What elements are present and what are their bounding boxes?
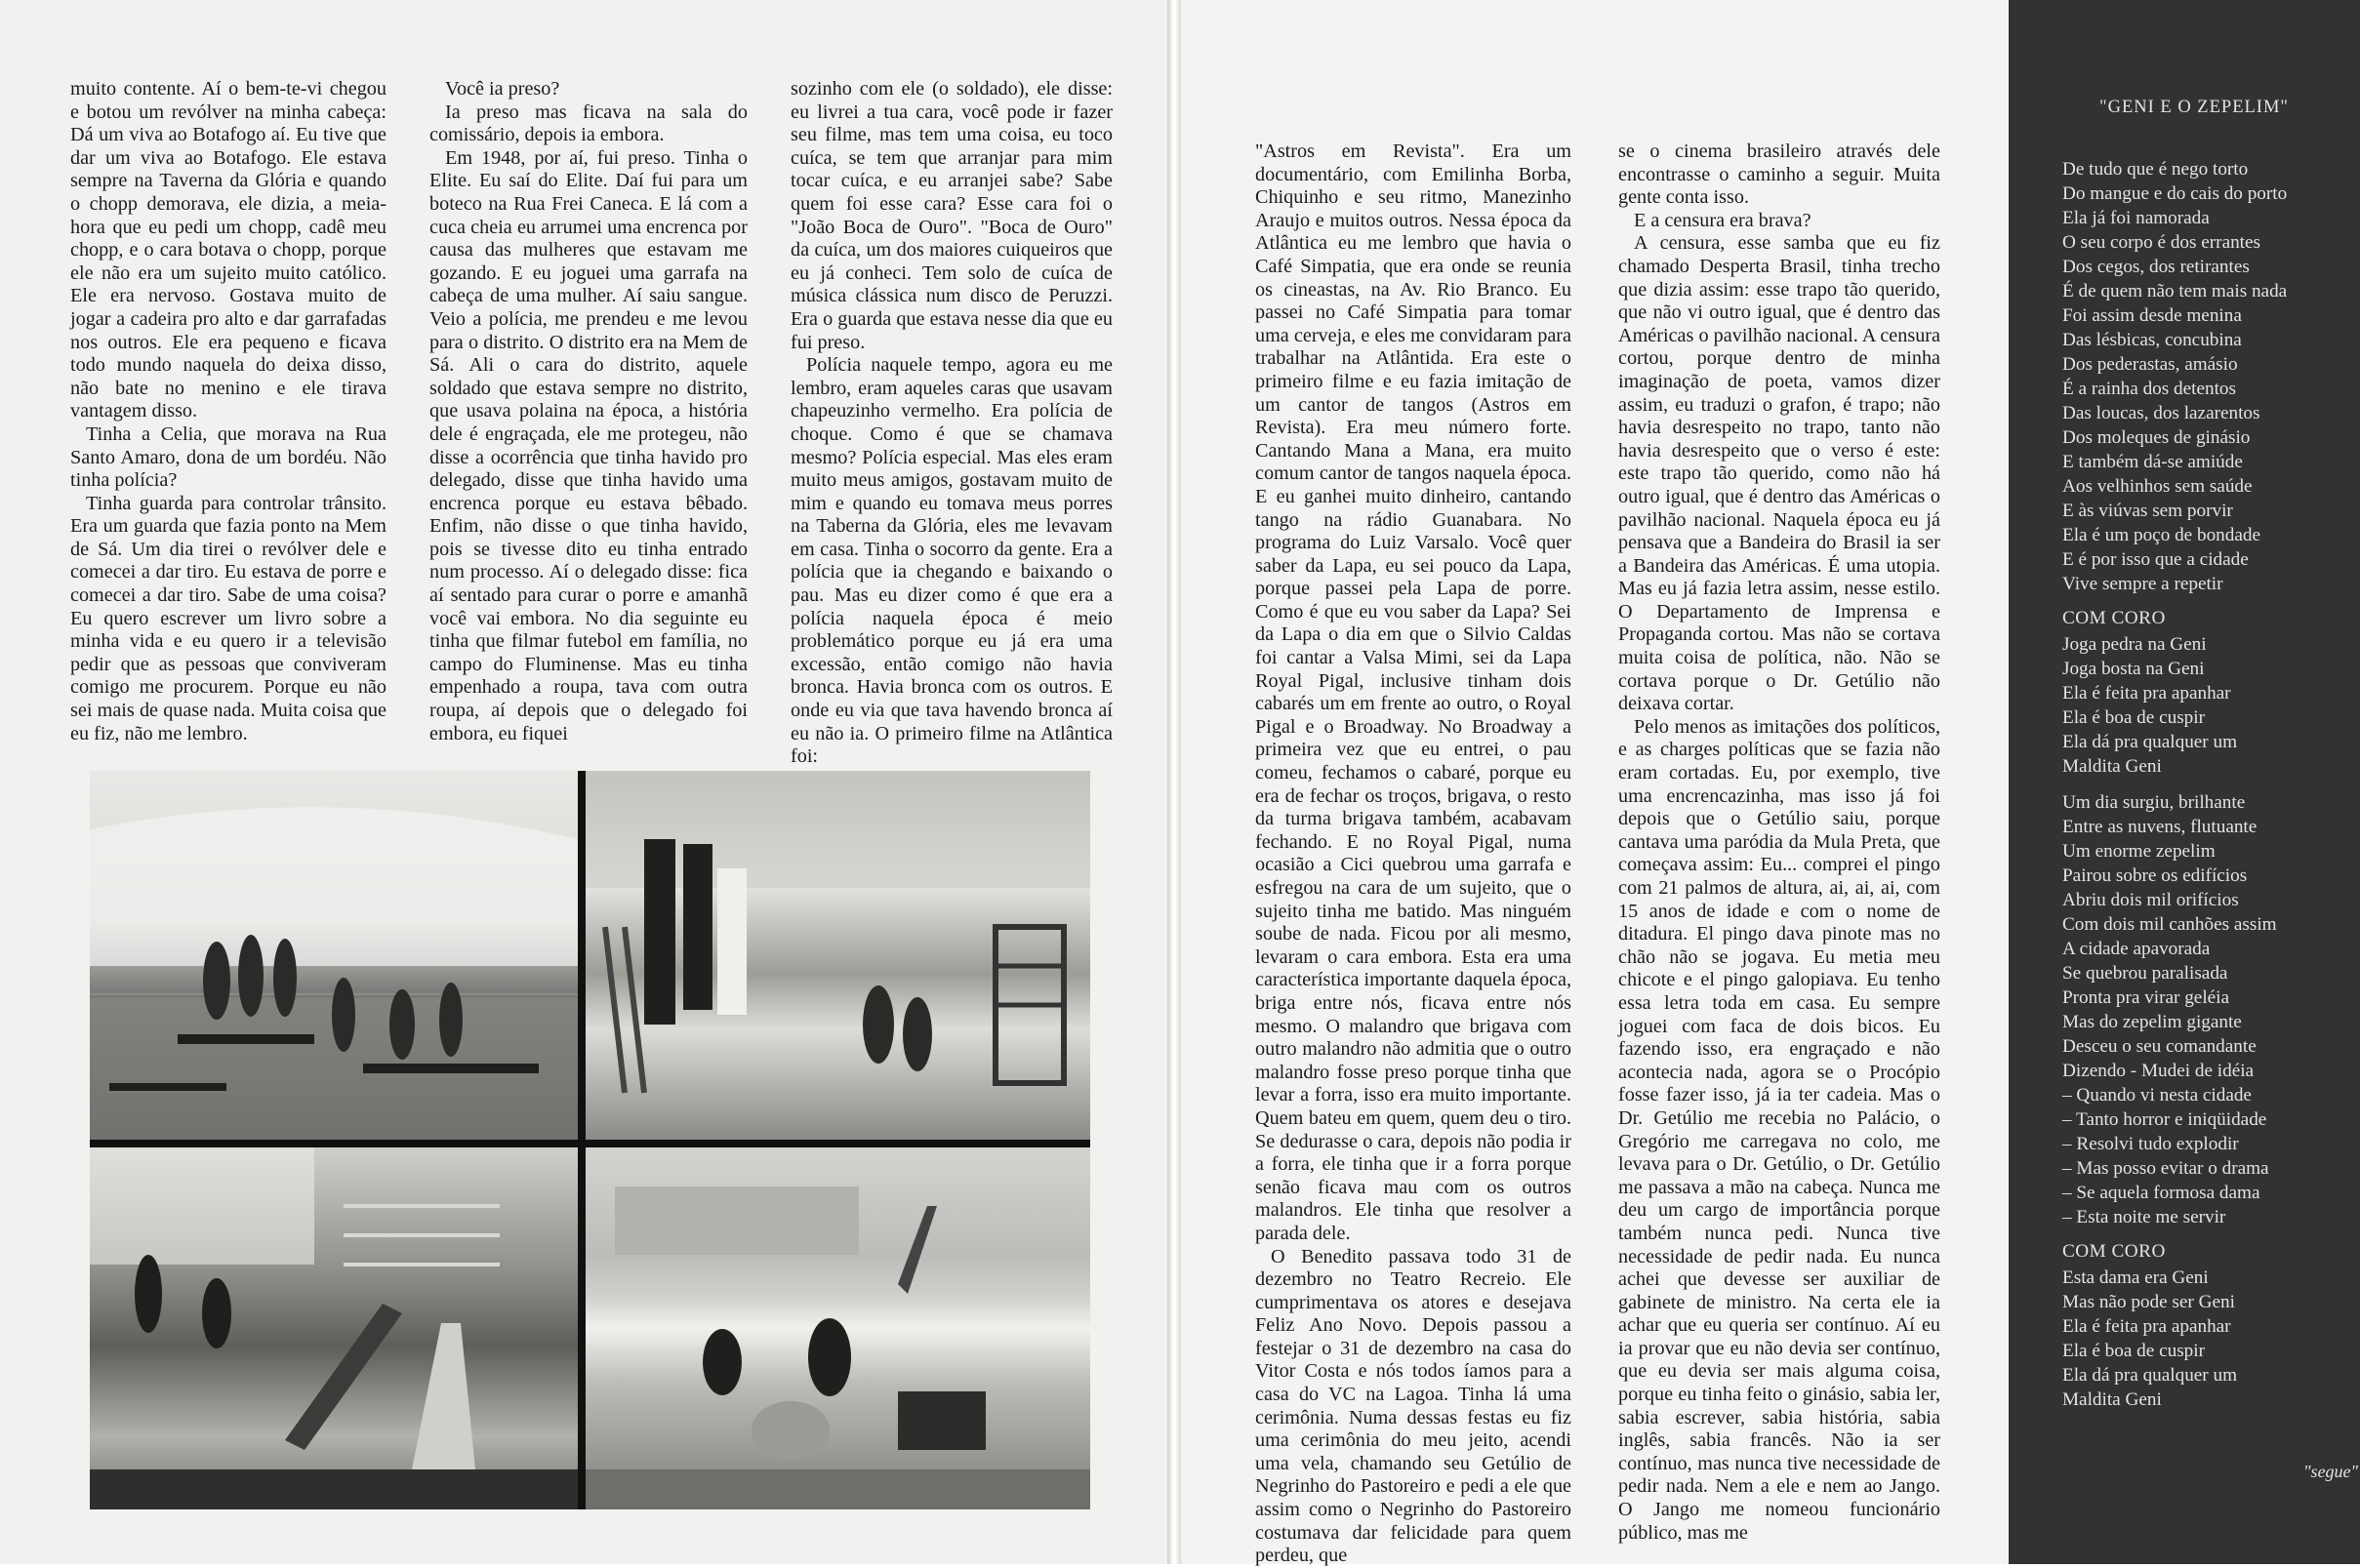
lyric-line: É a rainha dos detentos xyxy=(2062,379,2236,399)
lyric-line: Dos moleques de ginásio xyxy=(2062,427,2251,448)
paragraph: muito contente. Aí o bem-te-vi chegou e botou um revólver na minha cabeça: Dá um viva ao Botafogo aí. Eu tive que dar um viva ao Botafogo. Ele estava sempre na Taverna da Glória e quando o chopp demorava, ele dizia, a meia-hora que eu pedi um chopp, cadê meu chopp, e o cara botava o chopp, porque ele não era um sujeito muito católico. Ele era nervoso. Gostava muito de jogar a cadeira pro alto e dar garrafadas nos outros. Ele era pequeno e ficava todo mundo naquela do deixa disso, não bate no menino e ele tirava vantagem disso. xyxy=(70,78,387,422)
lyric-line: Ela é boa de cuspir xyxy=(2062,1341,2205,1361)
left-column-1 xyxy=(70,78,387,742)
paragraph: Tinha a Celia, que morava na Rua Santo Amaro, dona de um bordéu. Não tinha polícia? xyxy=(70,422,387,492)
lyric-line: Ela é feita pra apanhar xyxy=(2062,1316,2231,1337)
stage-photo xyxy=(90,771,578,1140)
stage-photo xyxy=(586,771,1090,1140)
lyric-line: Mas do zepelim gigante xyxy=(2062,1012,2242,1032)
lyric-line: Dos pederastas, amásio xyxy=(2062,354,2238,375)
right-column-2 xyxy=(1618,141,1940,1544)
lyric-line: Maldita Geni xyxy=(2062,756,2162,777)
lyric-line: Joga bosta na Geni xyxy=(2062,659,2205,679)
right-page xyxy=(1181,0,2009,1567)
lyric-line: Mas não pode ser Geni xyxy=(2062,1292,2235,1312)
continues-note: "segue" xyxy=(2303,1462,2359,1481)
lyric-line: É de quem não tem mais nada xyxy=(2062,281,2288,302)
left-page xyxy=(0,0,1167,1564)
paragraph: Em 1948, por aí, fui preso. Tinha o Elite. Eu saí do Elite. Daí fui para um boteco na Rua Frei Caneca. E lá com a cuca cheia eu arrumei uma encrenca por causa das mulheres que estavam me gozando. E eu joguei uma garrafa na cabeça de uma mulher. Aí saiu sangue. Veio a polícia, me prendeu e me levou para o distrito. O distrito era na Mem de Sá. Ali o cara do distrito, aquele soldado que estava sempre no distrito, que usava polaina na época, a história dele é engraçada, ele me protegeu, não disse a ocorrência que tinha havido pro delegado, disse que tinha havido uma encrenca porque eu estava bêbado. Enfim, não disse o que tinha havido, pois se tivesse dito eu tinha entrado num processo. Aí o delegado disse: fica aí sentado para curar o porre e amanhã você vai embora. No dia seguinte eu tinha que filmar futebol em família, no campo do Fluminense. Mas eu tinha empenhado a roupa, tava com outra roupa, aí depois que o delegado foi embora, eu fiquei xyxy=(429,146,748,744)
left-column-2 xyxy=(429,78,748,742)
lyric-line: Dizendo - Mudei de idéia xyxy=(2062,1061,2255,1081)
lyric-line: Ela já foi namorada xyxy=(2062,208,2210,228)
paragraph: Tinha guarda para controlar trânsito. Era um guarda que fazia ponto na Mem de Sá. Um dia tirei o revólver dele e comecei a dar tiro. Eu estava de porre e comecei a dar tiro. Sabe de uma coisa? Eu quero escrever um livro sobre a minha vida e eu quero ir a televisão pedir que as pessoas que conviveram comigo me procurem. Porque eu não sei mais de quase nada. Muita coisa que eu fiz, não me lembro. xyxy=(70,492,387,744)
lyric-line: E às viúvas sem porvir xyxy=(2062,501,2233,521)
lyric-line: Maldita Geni xyxy=(2062,1389,2162,1410)
lyric-line: Joga pedra na Geni xyxy=(2062,634,2207,655)
lyric-line: – Mas posso evitar o drama xyxy=(2062,1158,2269,1179)
lyric-line: – Resolvi tudo explodir xyxy=(2062,1134,2239,1154)
lyric-line: Um dia surgiu, brilhante xyxy=(2062,792,2246,813)
paragraph: O Benedito passava todo 31 de dezembro no Teatro Recreio. Ele cumprimentava os atores e desejava Feliz Ano Novo. Depois passou a festejar o 31 de dezembro na casa do Vitor Costa e nós todos íamos para a casa do VC na Lagoa. Tinha lá uma cerimônia. Numa dessas festas eu fiz uma cerimônia do meu jeito, acendi uma vela, chamando seu Getúlio de Negrinho do Pastoreiro e pedi a ele que assim como o Negrinho do Pastoreiro costumava dar felicidade para quem perdeu, que xyxy=(1255,1245,1571,1567)
lyric-line: Abriu dois mil orifícios xyxy=(2062,890,2239,910)
lyric-line: Esta dama era Geni xyxy=(2062,1267,2209,1288)
lyric-line: Ela dá pra qualquer um xyxy=(2062,732,2238,752)
paragraph: Ia preso mas ficava na sala do comissário, depois ia embora. xyxy=(429,101,748,146)
chorus-label: COM CORO xyxy=(2062,608,2166,628)
lyric-line: Um enorme zepelim xyxy=(2062,841,2216,862)
lyric-line: – Se aquela formosa dama xyxy=(2062,1183,2260,1203)
lyric-line: Dos cegos, dos retirantes xyxy=(2062,257,2250,277)
lyric-line: Ela é boa de cuspir xyxy=(2062,707,2205,728)
book-gutter xyxy=(1167,0,1181,1564)
song-title: "GENI E O ZEPELIM" xyxy=(2099,98,2289,117)
chorus-label: COM CORO xyxy=(2062,1241,2166,1262)
lyric-line: De tudo que é nego torto xyxy=(2062,159,2249,180)
photo-collage xyxy=(90,771,1090,1509)
lyric-line: E é por isso que a cidade xyxy=(2062,549,2249,570)
lyric-line: Entre as nuvens, flutuante xyxy=(2062,817,2258,837)
paragraph: Você ia preso? xyxy=(445,78,560,100)
lyric-line: Ela é um poço de bondade xyxy=(2062,525,2260,545)
lyric-line: A cidade apavorada xyxy=(2062,939,2211,959)
lyric-line: Das lésbicas, concubina xyxy=(2062,330,2242,350)
paragraph: Pelo menos as imitações dos políticos, e as charges políticas que se fazia não eram cortadas. Eu, por exemplo, tive uma encrencazinha, mas isso já foi depois que o Getúlio saiu, porque cantava uma paródia da Mula Preta, que começava assim: Eu... comprei el pingo com 21 palmos de altura, ai, ai, ai, com 15 anos de idade e com o nome de ditadura. El pingo dava pinote mas no chão não se jogava. Eu metia meu chicote e el pingo galopiava. Eu tenho essa letra toda em casa. Eu sempre joguei com faca de dois bicos. Eu fazendo isso, era engraçado e não acontecia nada, agora se o Procópio fosse fazer isso, já ia ter cadeia. Mas o Dr. Getúlio me recebia no Palácio, o Gregório me carregava no colo, me levava para o Dr. Getúlio, o Dr. Getúlio me passava a mão na cabeça. Nunca me deu um cargo de importância porque também nunca pedi. Nunca tive necessidade de pedir nada. Eu nunca achei que devesse ser auxiliar de gabinete de ministro. Na certa ele ia achar que eu queria ser contínuo. Aí eu ia provar que eu não devia ser contínuo, que eu devia ser mais alguma coisa, porque eu tinha feito o ginásio, sabia ler, sabia escrever, sabia história, sabia inglês, sabia francês. Não ia ser contínuo, mas nunca tive necessidade de pedir nada. Nem a ele e nem ao Jango. O Jango me nomeou funcionário público, mas me xyxy=(1618,715,1940,1544)
lyric-line: Aos velhinhos sem saúde xyxy=(2062,476,2253,497)
lyrics-panel xyxy=(2009,0,2360,1564)
lyric-line: Vive sempre a repetir xyxy=(2062,574,2223,594)
lyric-line: Com dois mil canhões assim xyxy=(2062,914,2277,935)
paragraph: E a censura era brava? xyxy=(1634,209,1811,231)
lyric-line: Do mangue e do cais do porto xyxy=(2062,183,2288,204)
paragraph: Polícia naquele tempo, agora eu me lembro, eram aqueles caras que usavam chapeuzinho vermelho. Era polícia de choque. Como é que se chamava mesmo? Polícia especial. Mas eles eram muito meus amigos, gostavam muito de mim e quando eu tomava meus porres na Taberna da Glória, eles me levavam em casa. Tinha o socorro da gente. Era a polícia que ia chegando e baixando o pau. Mas eu dizer como é que era a polícia naquela época é meio problemático porque eu já era uma excessão, então comigo não havia bronca. Havia bronca com os outros. E onde eu via que tava havendo bronca aí eu não ia. O primeiro filme na Atlântica foi: xyxy=(791,354,1113,768)
lyric-line: Se quebrou paralisada xyxy=(2062,963,2228,984)
lyric-line: Ela dá pra qualquer um xyxy=(2062,1365,2238,1386)
paragraph: se o cinema brasileiro através dele encontrasse o caminho a seguir. Muita gente conta isso. xyxy=(1618,141,1940,209)
lyric-line: Pairou sobre os edifícios xyxy=(2062,865,2248,886)
lyric-line: E também dá-se amiúde xyxy=(2062,452,2243,472)
left-column-3 xyxy=(791,78,1113,768)
lyric-line: – Tanto horror e iniqüidade xyxy=(2062,1109,2267,1130)
lyric-line: Foi assim desde menina xyxy=(2062,305,2242,326)
lyric-line: Pronta pra virar geléia xyxy=(2062,987,2230,1008)
stage-photo xyxy=(90,1147,578,1509)
right-column-1 xyxy=(1255,141,1571,1567)
lyric-line: Das loucas, dos lazarentos xyxy=(2062,403,2260,423)
paragraph: sozinho com ele (o soldado), ele disse: eu livrei a tua cara, você pode ir fazer seu filme, mas tem uma coisa, eu toco cuíca, se tem que arranjar para mim tocar cuíca, e eu arranjei sabe? Sabe quem foi esse cara? Esse cara foi o "João Boca de Ouro". "Boca de Ouro" da cuíca, um dos maiores cuiqueiros que eu já conheci. Tem solo de cuíca de música clássica num disco de Peruzzi. Era o guarda que estava nesse dia que eu fui preso. xyxy=(791,78,1113,353)
paragraph: A censura, esse samba que eu fiz chamado Desperta Brasil, tinha trecho que dizia assim: esse trapo tão querido, que não vi outro igual, que é dentro das Américas o pavilhão nacional. A censura cortou, porque dentro de minha imaginação de poeta, vamos dizer assim, eu traduzi o grafon, é trapo; não havia desrespeito no trapo, tanto não havia desrespeito que o verso é este: este trapo tão querido, como não há outro igual, que é dentro das Américas o pavilhão nacional. Naquela época eu já pensava que a Bandeira do Brasil ia ser a Bandeira das Américas. É uma utopia. Mas eu já fazia letra assim, nesse estilo. O Departamento de Imprensa e Propaganda cortou. Mas não se cortava muita coisa de política, não. Não se cortava porque o Dr. Getúlio não deixava cortar. xyxy=(1618,232,1940,715)
lyric-line: Desceu o seu comandante xyxy=(2062,1036,2257,1057)
lyric-line: – Esta noite me servir xyxy=(2062,1207,2226,1227)
lyric-line: – Quando vi nesta cidade xyxy=(2062,1085,2252,1106)
stage-photo xyxy=(586,1147,1090,1509)
lyric-line: O seu corpo é dos errantes xyxy=(2062,232,2260,253)
lyric-line: Ela é feita pra apanhar xyxy=(2062,683,2231,704)
paragraph: "Astros em Revista". Era um documentário, com Emilinha Borba, Chiquinho e seu ritmo, Manezinho Araujo e muitos outros. Nessa época da Atlântica eu me lembro que havia o Café Simpatia, que era onde se reunia os cineastas, na Av. Rio Branco. Eu passei no Café Simpatia para tomar uma cerveja, e eles me convidaram para trabalhar na Atlântida. Era este o primeiro filme e eu fazia imitação de um cantor de tangos (Astros em Revista). Era meu número forte. Cantando Mana a Mana, era muito comum cantor de tangos naquela época. E eu ganhei muito dinheiro, cantando tango na rádio Guanabara. No programa do Luiz Varsalo. Você quer saber da Lapa, eu sei pouco da Lapa, porque passei pela Lapa de porre. Como é que eu vou saber da Lapa? Sei da Lapa o dia em que o Silvio Caldas foi cantar a Valsa Mimi, sei da Lapa Royal Pigal, inclusive tinham dois cabarés um em frente ao outro, o Royal Pigal e o Broadway. No Broadway a primeira vez que eu entrei, o pau comeu, fechamos o cabaré, porque eu era de fechar os troços, brigava, o resto da turma brigava também, acabavam fechando. E no Royal Pigal, numa ocasião a Cici quebrou uma garrafa e esfregou na cara de um sujeito, que o sujeito tinha me batido. Mas ninguém soube de nada. Ficou por ali mesmo, levaram o cara embora. Esta era uma característica importante daquela época, briga entre nós, ficava entre nós mesmo. O malandro que brigava com outro malandro não admitia que o outro malandro fosse preso porque tinha que levar a forra, isso era muito importante. Quem bateu em quem, quem deu o tiro. Se dedurasse o cara, depois não podia ir a forra, ele tinha que ir a forra porque senão ficava mau com os outros malandros. Ele tinha que resolver a parada dele. xyxy=(1255,141,1571,1244)
